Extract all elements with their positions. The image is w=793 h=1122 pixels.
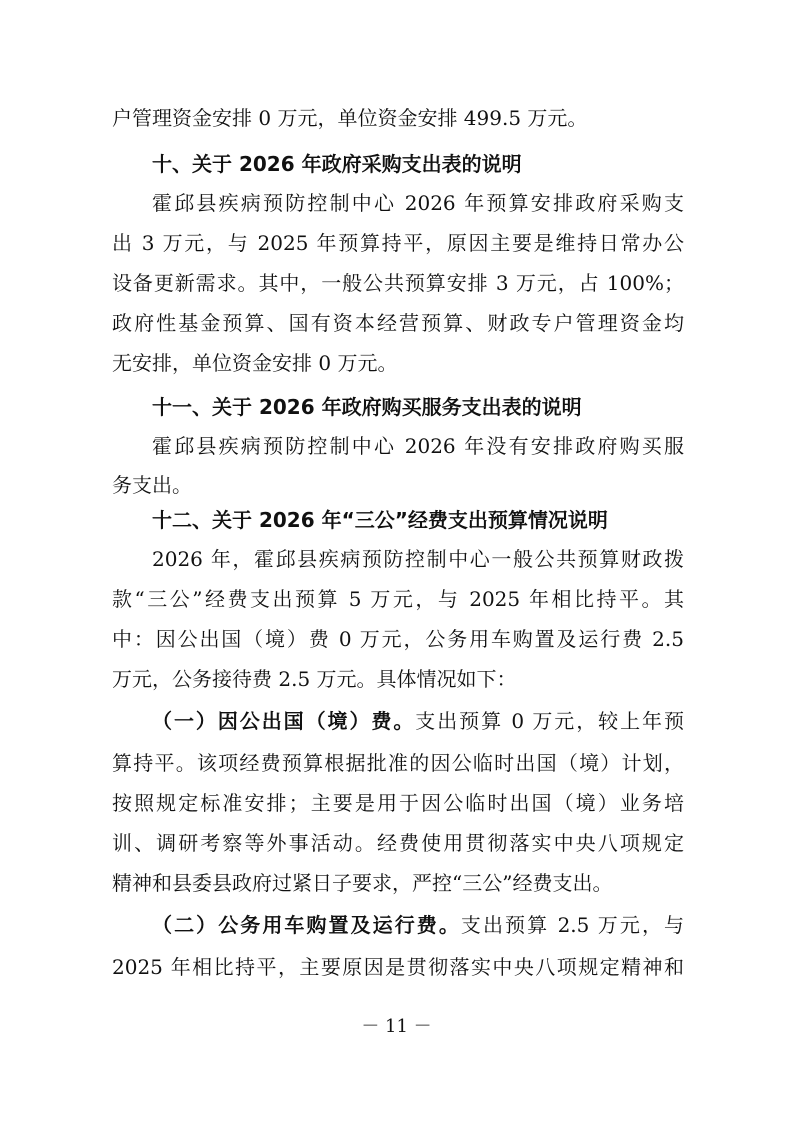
paragraph-line: 无安排，单位资金安排 0 万元。 bbox=[112, 351, 398, 375]
section-heading-10: 十、关于 2026 年政府采购支出表的说明 bbox=[152, 152, 522, 176]
paragraph-line: 精神和县委县政府过紧日子要求，严控“三公”经费支出。 bbox=[112, 871, 613, 895]
paragraph-line: 款“三公”经费支出预算 5 万元，与 2025 年相比持平。其 bbox=[112, 587, 684, 611]
subsection-title-1: （一）因公出国（境）费。 bbox=[152, 709, 416, 733]
paragraph-line: 霍邱县疾病预防控制中心 2026 年预算安排政府采购支 bbox=[152, 191, 684, 215]
paragraph-line: 2025 年相比持平，主要原因是贯彻落实中央八项规定精神和 bbox=[112, 955, 684, 979]
paragraph-line: 算持平。该项经费预算根据批准的因公临时出国（境）计划， bbox=[112, 751, 684, 775]
paragraph-line: 政府性基金预算、国有资本经营预算、财政专户管理资金均 bbox=[112, 311, 684, 335]
paragraph-line: 中：因公出国（境）费 0 万元，公务用车购置及运行费 2.5 bbox=[112, 627, 684, 651]
paragraph-line: 2026 年，霍邱县疾病预防控制中心一般公共预算财政拨 bbox=[152, 547, 684, 571]
subsection-title-2: （二）公务用车购置及运行费。 bbox=[152, 913, 461, 937]
paragraph-line: 户管理资金安排 0 万元，单位资金安排 499.5 万元。 bbox=[112, 106, 588, 130]
subsection-text: 支出预算 0 万元，较上年预 bbox=[415, 709, 684, 733]
page-number: － 11 － bbox=[361, 1016, 432, 1037]
paragraph-line: 出 3 万元，与 2025 年预算持平，原因主要是维持日常办公 bbox=[112, 231, 684, 255]
paragraph-line: 万元，公务接待费 2.5 万元。具体情况如下： bbox=[112, 667, 517, 691]
section-heading-12: 十二、关于 2026 年“三公”经费支出预算情况说明 bbox=[152, 508, 608, 532]
paragraph-line: 设备更新需求。其中，一般公共预算安排 3 万元，占 100%； bbox=[112, 271, 684, 295]
section-heading-11: 十一、关于 2026 年政府购买服务支出表的说明 bbox=[152, 395, 582, 419]
paragraph-line: 霍邱县疾病预防控制中心 2026 年没有安排政府购买服 bbox=[152, 434, 684, 458]
paragraph-line: 按照规定标准安排；主要是用于因公临时出国（境）业务培 bbox=[112, 791, 684, 815]
subsection-line bbox=[152, 905, 684, 945]
subsection-text: 支出预算 2.5 万元，与 bbox=[460, 913, 684, 937]
paragraph-line: 训、调研考察等外事活动。经费使用贯彻落实中央八项规定 bbox=[112, 831, 684, 855]
paragraph-line: 务支出。 bbox=[112, 473, 192, 497]
subsection-line bbox=[152, 701, 684, 741]
